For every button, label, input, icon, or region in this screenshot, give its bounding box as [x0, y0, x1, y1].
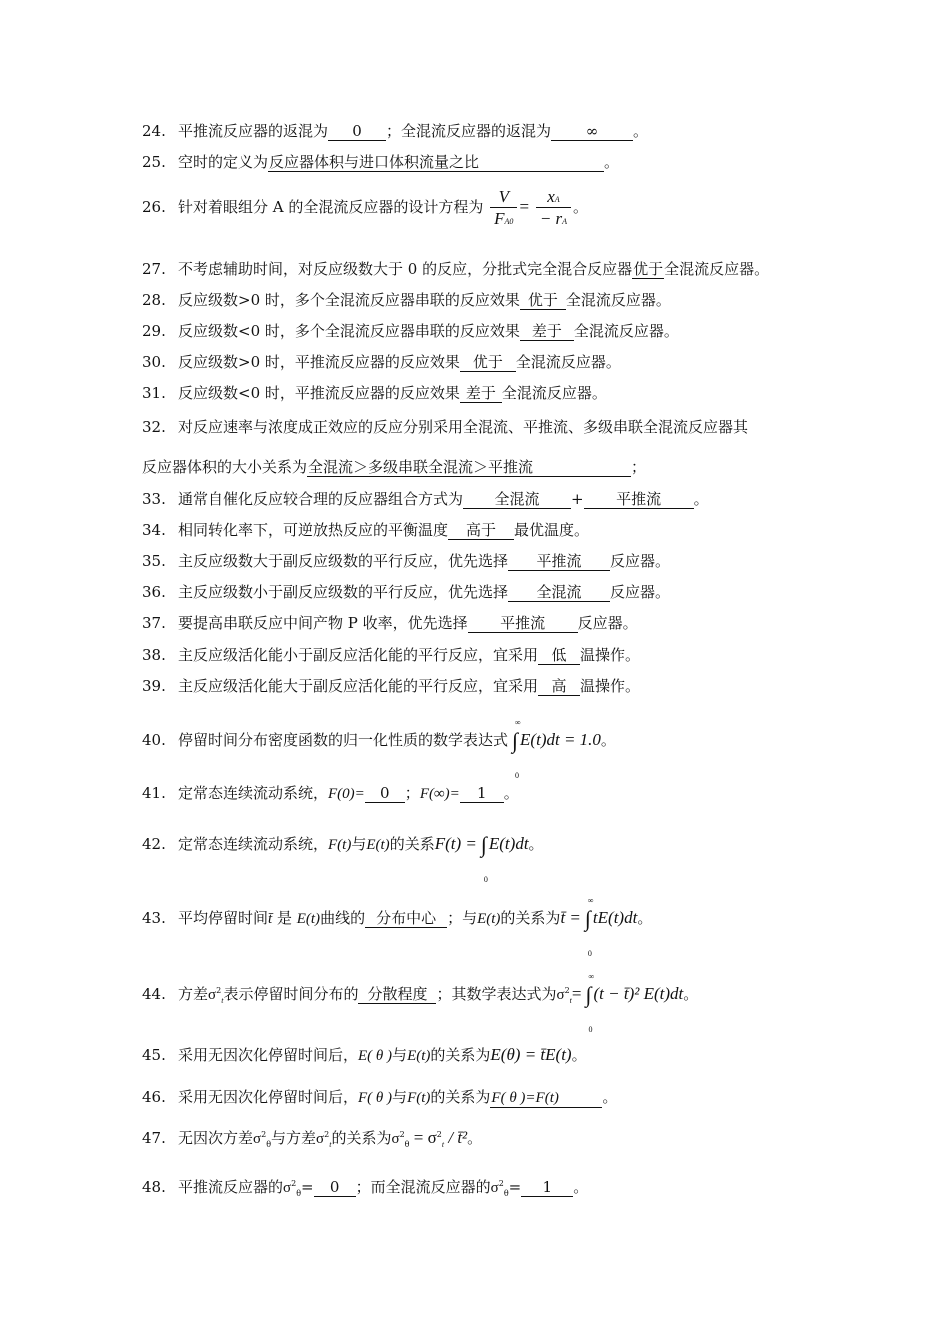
- item-32: 32. 对反应速率与浓度成正效应的反应分别采用全混流、平推流、多级串联全混流反应器其: [142, 418, 749, 436]
- blank-answer: 平推流: [584, 492, 694, 509]
- item-34: 34. 相同转化率下，可逆放热反应的平衡温度 高于 最优温度。: [142, 521, 590, 539]
- integral-sign: ∫ ∞ 0: [512, 718, 521, 780]
- integral-sign: ∫ ∞ 0: [585, 972, 595, 1034]
- item-42: 42. 定常态连续流动系统，F(t)与E(t)的关系F(t) = ∫ 0 E(t)dt。: [142, 832, 544, 884]
- blank-answer: 0: [365, 786, 405, 803]
- item-46: 46. 采用无因次化停留时间后，F( θ )与F(t)的关系为F( θ )=F(t) 。: [142, 1088, 618, 1106]
- item-29: 29. 反应级数<0 时，多个全混流反应器串联的反应效果 差于 全混流反应器。: [142, 322, 679, 340]
- blank-answer: 优于: [520, 293, 566, 310]
- design-equation-lhs: $\frac{V}{FA0}$: [490, 186, 517, 230]
- design-equation-rhs: $\frac{xA}{- rA}$: [536, 186, 571, 230]
- item-27: 27. 不考虑辅助时间，对反应级数大于 0 的反应，分批式完全混合反应器优于全混流反应器。: [142, 260, 770, 278]
- blank-answer: 全混流＞多级串联全混流＞平推流: [307, 460, 631, 477]
- blank-answer: 全混流: [508, 585, 610, 602]
- blank-answer: 差于: [520, 324, 574, 341]
- integral-sign: ∫ 0: [480, 832, 488, 884]
- item-37: 37. 要提高串联反应中间产物 P 收率，优先选择 平推流 反应器。: [142, 614, 638, 632]
- blank-answer: 全混流: [463, 492, 571, 509]
- blank-answer: 优于: [460, 355, 516, 372]
- blank-answer: 高: [538, 679, 580, 696]
- item-45: 45. 采用无因次化停留时间后，E( θ )与E(t)的关系为E(θ) = t̄E(t)。: [142, 1045, 587, 1064]
- blank-answer: 平推流: [468, 616, 578, 633]
- blank-answer: 平推流: [508, 554, 610, 571]
- item-28: 28. 反应级数>0 时，多个全混流反应器串联的反应效果 优于 全混流反应器。: [142, 291, 671, 309]
- item-35: 35. 主反应级数大于副反应级数的平行反应，优先选择 平推流 反应器。: [142, 552, 671, 570]
- item-36: 36. 主反应级数小于副反应级数的平行反应，优先选择 全混流 反应器。: [142, 583, 671, 601]
- item-39: 39. 主反应级活化能大于副反应活化能的平行反应，宜采用 高 温操作。: [142, 677, 641, 695]
- item-26: 26. 针对着眼组分 A 的全混流反应器的设计方程为 $\frac{V}{FA0}$ = $\frac{xA}{- rA}$ 。: [142, 187, 589, 229]
- blank-answer: 1: [460, 786, 504, 803]
- blank-answer: 分散程度: [358, 987, 436, 1004]
- blank-answer: 低: [538, 648, 580, 665]
- item-41: 41. 定常态连续流动系统，F(0)= 0 ；F(∞)= 1 。: [142, 784, 519, 802]
- blank-answer: 高于: [448, 523, 514, 540]
- blank-answer: F( θ )=F(t): [490, 1091, 602, 1108]
- blank-answer: 优于: [633, 260, 664, 278]
- item-44: 44. 方差$\sigma^2_t$表示停留时间分布的 分散程度 ；其数学表达式为$\sigma^2_t=$ ∫ ∞ 0 (t − t̄)² E(t)dt。: [142, 972, 699, 1034]
- item-30: 30. 反应级数>0 时，平推流反应器的反应效果 优于 全混流反应器。: [142, 353, 621, 371]
- item-48: 48. 平推流反应器的$\sigma^2_\theta= 0$ ；而全混流反应器的$\sigma^2_\theta= 1$ 。: [142, 1178, 589, 1198]
- item-47: 47. 无因次方差$\sigma^2_\theta$与方差$\sigma^2_t$的关系为$\sigma^2_\theta = \sigma^2_t$ / t̄²。: [142, 1128, 483, 1149]
- item-25: 25. 空时的定义为反应器体积与进口体积流量之比 。: [142, 153, 620, 171]
- integral-sign: ∫ ∞ 0: [584, 896, 594, 958]
- blank-answer: 反应器体积与进口体积流量之比: [268, 155, 604, 172]
- item-43: 43. 平均停留时间t̄ 是 E(t)曲线的 分布中心 ；与E(t)的关系为t̄ = ∫ ∞ 0 tE(t)dt。: [142, 896, 653, 958]
- blank-answer: 差于: [460, 386, 502, 403]
- blank-answer: ∞: [551, 124, 633, 141]
- blank-answer: 0: [328, 124, 386, 141]
- blank-answer: 1: [521, 1180, 573, 1197]
- item-31: 31. 反应级数<0 时，平推流反应器的反应效果 差于 全混流反应器。: [142, 384, 607, 402]
- blank-answer: 分布中心: [365, 911, 447, 928]
- item-40: 40. 停留时间分布密度函数的归一化性质的数学表达式 ∫ ∞ 0 E(t)dt = 1.0。: [142, 718, 616, 780]
- item-33: 33. 通常自催化反应较合理的反应器组合方式为 全混流 + 平推流 。: [142, 490, 709, 508]
- item-38: 38. 主反应级活化能小于副反应活化能的平行反应，宜采用 低 温操作。: [142, 646, 641, 664]
- item-32-cont: 反应器体积的大小关系为全混流＞多级串联全混流＞平推流 ；: [142, 458, 647, 476]
- item-24: 24. 平推流反应器的返混为 0 ；全混流反应器的返混为 ∞ 。: [142, 122, 649, 140]
- blank-answer: 0: [314, 1180, 356, 1197]
